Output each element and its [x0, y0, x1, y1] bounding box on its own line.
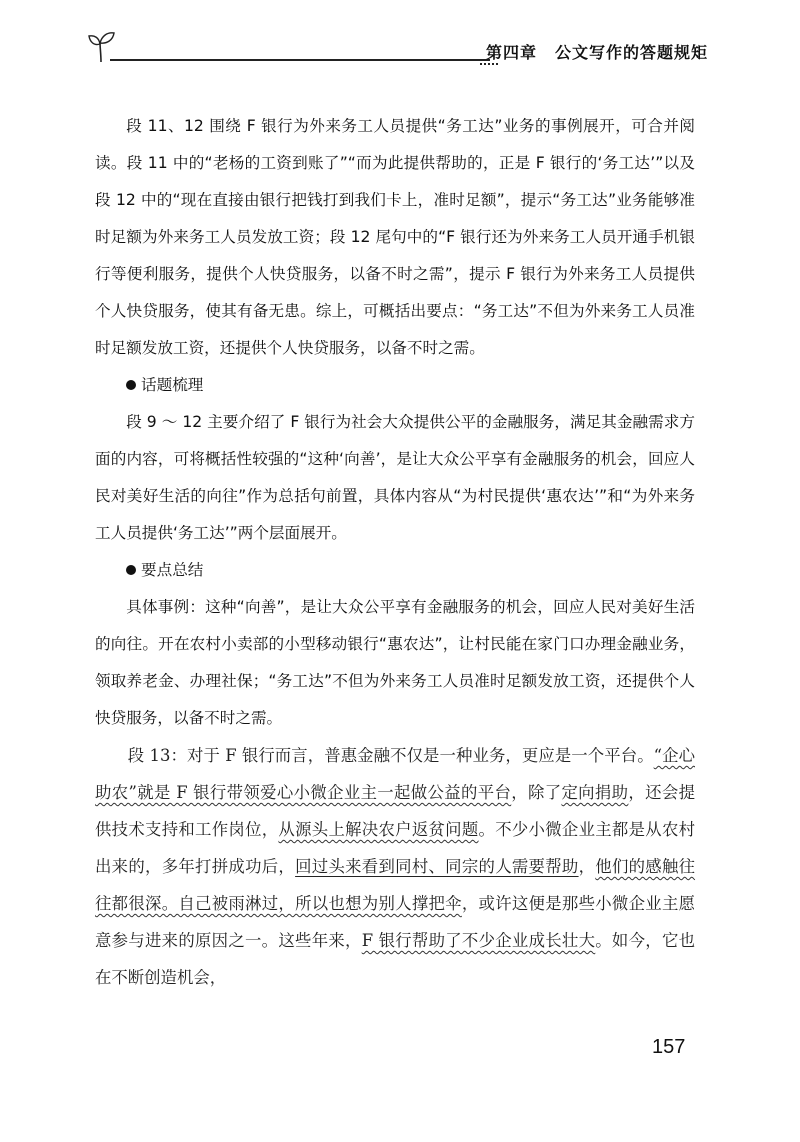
paragraph-key-points: 具体事例：这种“向善”，是让大众公平享有金融服务的机会，回应人民对美好生活的向往。开在农村小卖部的小型移动银行“惠农达”，让村民能在家门口办理金融业务，领取养老金、办理社保；“务工达”不但为外来务工人员准时足额发放工资，还提供个人快贷服务，以备不时之需。 — [95, 598, 695, 727]
page-number: 157 — [652, 1036, 686, 1058]
underlined-phrase: 他们的感触往往都很深。自己被雨淋过，所以也想为别人撑把伞 — [95, 857, 696, 913]
header-rule — [110, 59, 490, 61]
bullet-heading-summary: 要点总结 — [95, 552, 695, 589]
underlined-phrase: 从源头上解决农户返贫问题 — [278, 820, 479, 839]
bullet-dot-icon — [126, 380, 136, 390]
bullet-heading-topic: 话题梳理 — [95, 367, 695, 404]
underlined-phrase: “企心助农”就是 F 银行带领爱心小微企业主一起做公益的平台 — [95, 746, 695, 802]
paragraph-topic-summary: 段 9 ～ 12 主要介绍了 F 银行为社会大众提供公平的金融服务，满足其金融需求方面的内容，可将概括性较强的“这种‘向善’，是让大众公平享有金融服务的机会，回应人民对美好生活的向往”作为总括句前置，具体内容从“为村民提供‘惠农达’”和“为外来务工人员提供‘务工达’”两个层面展开。 — [95, 413, 695, 542]
chapter-number: 第四章 — [485, 43, 537, 62]
running-header — [88, 26, 708, 66]
page-body — [95, 108, 695, 996]
underlined-phrase: 定向捐助 — [561, 783, 629, 802]
chapter-title: 公文写作的答题规矩 — [554, 43, 708, 62]
underlined-phrase: F 银行帮助了不少企业成长壮大 — [361, 931, 596, 950]
bullet-dot-icon — [126, 565, 136, 575]
paragraph-section-13: 段 13：对于 F 银行而言，普惠金融不仅是一种业务，更应是一个平台。“企心助农”就是 F 银行带领爱心小微企业主一起做公益的平台，除了定向捐助，还会提供技术支持和工作岗位，从源头上解决农户返贫问题。不少小微企业主都是从农村出来的，多年打拼成功后，回过头来看到同村、同宗的人需要帮助，他们的感触往往都很深。自己被雨淋过，所以也想为别人撑把伞，或许这便是那些小微企业主愿意参与进来的原因之一。这些年来，F 银行帮助了不少企业成长壮大。如今，它也在不断创造机会， — [95, 746, 696, 987]
underlined-phrase: 回过头来看到同村、同宗的人需要帮助 — [295, 857, 579, 876]
chapter-heading — [486, 40, 708, 63]
paragraph-analysis: 段 11、12 围绕 F 银行为外来务工人员提供“务工达”业务的事例展开，可合并阅读。段 11 中的“老杨的工资到账了”“而为此提供帮助的，正是 F 银行的‘务工达’”以及段 12 中的“现在直接由银行把钱打到我们卡上，准时足额”，提示“务工达”业务能够准时足额为外来务工人员发放工资；段 12 尾句中的“F 银行还为外来务工人员开通手机银行等便利服务，提供个人快贷服务，以备不时之需”，提示 F 银行为外来务工人员提供个人快贷服务，使其有备无患。综上，可概括出要点：“务工达”不但为外来务工人员准时足额发放工资，还提供个人快贷服务，以备不时之需。 — [95, 117, 695, 357]
